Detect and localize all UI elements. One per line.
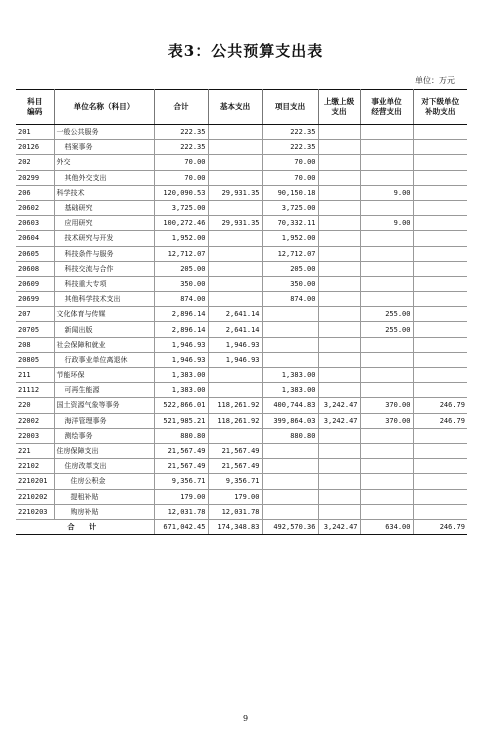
cell-basic [208, 368, 262, 383]
cell-business [360, 170, 413, 185]
cell-business [360, 276, 413, 291]
cell-business: 255.00 [360, 322, 413, 337]
cell-subsidy [413, 307, 467, 322]
table-row [16, 276, 467, 291]
cell-subsidy [413, 337, 467, 352]
total-basic: 174,348.83 [208, 519, 262, 534]
cell-name: 住房保障支出 [54, 443, 154, 458]
unit-label: 单位：万元 [415, 76, 455, 85]
cell-name: 技术研究与开发 [54, 231, 154, 246]
cell-project [262, 474, 318, 489]
cell-subsidy: 246.79 [413, 398, 467, 413]
cell-project: 1,383.00 [262, 383, 318, 398]
cell-business [360, 368, 413, 383]
cell-name: 科技交流与合作 [54, 261, 154, 276]
cell-business: 9.00 [360, 185, 413, 200]
cell-project [262, 504, 318, 519]
cell-basic [208, 200, 262, 215]
cell-total: 70.00 [154, 155, 208, 170]
header-subsidy: 对下级单位 补助支出 [413, 90, 467, 125]
cell-total: 874.00 [154, 292, 208, 307]
cell-basic: 118,261.92 [208, 413, 262, 428]
table-row [16, 398, 467, 413]
table-row [16, 292, 467, 307]
cell-basic [208, 428, 262, 443]
cell-code: 20608 [16, 261, 54, 276]
table-row [16, 337, 467, 352]
cell-subsidy [413, 231, 467, 246]
table-row [16, 246, 467, 261]
cell-code: 20699 [16, 292, 54, 307]
table-row [16, 231, 467, 246]
cell-subsidy [413, 216, 467, 231]
cell-upper [318, 200, 360, 215]
cell-total: 120,090.53 [154, 185, 208, 200]
cell-code: 20299 [16, 170, 54, 185]
cell-project: 70.00 [262, 155, 318, 170]
cell-upper [318, 489, 360, 504]
cell-code: 22002 [16, 413, 54, 428]
cell-business [360, 231, 413, 246]
cell-business [360, 155, 413, 170]
cell-subsidy [413, 383, 467, 398]
cell-project: 1,383.00 [262, 368, 318, 383]
cell-basic: 29,931.35 [208, 216, 262, 231]
table-row [16, 140, 467, 155]
cell-code: 2210201 [16, 474, 54, 489]
page-title: 表3：公共预算支出表 [167, 42, 324, 60]
total-subsidy: 246.79 [413, 519, 467, 534]
cell-project [262, 459, 318, 474]
cell-total: 21,567.49 [154, 459, 208, 474]
cell-upper: 3,242.47 [318, 398, 360, 413]
total-business: 634.00 [360, 519, 413, 534]
cell-total: 2,896.14 [154, 307, 208, 322]
cell-upper [318, 261, 360, 276]
cell-code: 206 [16, 185, 54, 200]
header-upper: 上缴上级 支出 [318, 90, 360, 125]
cell-basic: 9,356.71 [208, 474, 262, 489]
cell-basic [208, 246, 262, 261]
cell-subsidy [413, 125, 467, 140]
cell-name: 档案事务 [54, 140, 154, 155]
cell-business [360, 125, 413, 140]
cell-subsidy [413, 261, 467, 276]
cell-code: 202 [16, 155, 54, 170]
cell-project: 874.00 [262, 292, 318, 307]
table-row [16, 413, 467, 428]
cell-project [262, 489, 318, 504]
cell-total: 1,946.93 [154, 352, 208, 367]
table-row [16, 368, 467, 383]
cell-total: 1,946.93 [154, 337, 208, 352]
cell-project: 70.00 [262, 170, 318, 185]
cell-project: 1,952.00 [262, 231, 318, 246]
cell-project: 90,150.18 [262, 185, 318, 200]
cell-basic [208, 276, 262, 291]
table-row [16, 352, 467, 367]
cell-project: 399,864.03 [262, 413, 318, 428]
cell-name: 文化体育与传媒 [54, 307, 154, 322]
cell-upper [318, 337, 360, 352]
cell-code: 20609 [16, 276, 54, 291]
table-row [16, 459, 467, 474]
cell-upper [318, 292, 360, 307]
table-row [16, 125, 467, 140]
cell-subsidy [413, 474, 467, 489]
cell-project: 222.35 [262, 140, 318, 155]
cell-upper [318, 216, 360, 231]
cell-total: 1,383.00 [154, 383, 208, 398]
cell-total: 9,356.71 [154, 474, 208, 489]
cell-name: 基础研究 [54, 200, 154, 215]
cell-upper [318, 155, 360, 170]
cell-name: 应用研究 [54, 216, 154, 231]
table-row [16, 322, 467, 337]
total-label: 合 计 [16, 519, 154, 534]
cell-code: 20602 [16, 200, 54, 215]
cell-total: 350.00 [154, 276, 208, 291]
cell-basic: 2,641.14 [208, 307, 262, 322]
cell-total: 21,567.49 [154, 443, 208, 458]
cell-subsidy [413, 170, 467, 185]
cell-total: 1,952.00 [154, 231, 208, 246]
cell-subsidy [413, 246, 467, 261]
total-total: 671,042.45 [154, 519, 208, 534]
cell-business [360, 459, 413, 474]
cell-name: 住房改革支出 [54, 459, 154, 474]
cell-upper [318, 170, 360, 185]
cell-basic [208, 170, 262, 185]
cell-upper [318, 125, 360, 140]
cell-total: 222.35 [154, 125, 208, 140]
table-row [16, 504, 467, 519]
table-row [16, 428, 467, 443]
cell-basic: 1,946.93 [208, 337, 262, 352]
cell-name: 科技条件与服务 [54, 246, 154, 261]
cell-upper [318, 231, 360, 246]
cell-upper [318, 276, 360, 291]
table-row [16, 185, 467, 200]
table-row [16, 200, 467, 215]
cell-total: 205.00 [154, 261, 208, 276]
table-row [16, 489, 467, 504]
cell-project: 350.00 [262, 276, 318, 291]
cell-business [360, 443, 413, 458]
cell-project: 222.35 [262, 125, 318, 140]
cell-project: 70,332.11 [262, 216, 318, 231]
cell-name: 住房公积金 [54, 474, 154, 489]
cell-upper [318, 322, 360, 337]
cell-name: 提租补贴 [54, 489, 154, 504]
table-row [16, 307, 467, 322]
cell-upper [318, 474, 360, 489]
cell-total: 179.00 [154, 489, 208, 504]
cell-business [360, 140, 413, 155]
cell-total: 522,866.01 [154, 398, 208, 413]
cell-basic: 29,931.35 [208, 185, 262, 200]
table-row [16, 216, 467, 231]
cell-total: 222.35 [154, 140, 208, 155]
cell-name: 社会保障和就业 [54, 337, 154, 352]
cell-subsidy [413, 140, 467, 155]
cell-basic [208, 231, 262, 246]
cell-business [360, 474, 413, 489]
header-name: 单位名称（科目） [54, 90, 154, 125]
cell-upper [318, 383, 360, 398]
cell-code: 201 [16, 125, 54, 140]
cell-subsidy: 246.79 [413, 413, 467, 428]
cell-name: 其他外交支出 [54, 170, 154, 185]
cell-code: 20805 [16, 352, 54, 367]
cell-basic [208, 292, 262, 307]
cell-name: 行政事业单位离退休 [54, 352, 154, 367]
cell-upper [318, 443, 360, 458]
cell-basic: 118,261.92 [208, 398, 262, 413]
cell-upper [318, 352, 360, 367]
cell-code: 208 [16, 337, 54, 352]
cell-subsidy [413, 185, 467, 200]
cell-upper [318, 459, 360, 474]
cell-total: 880.80 [154, 428, 208, 443]
cell-name: 购房补贴 [54, 504, 154, 519]
cell-total: 1,383.00 [154, 368, 208, 383]
cell-name: 外交 [54, 155, 154, 170]
cell-upper [318, 246, 360, 261]
cell-name: 节能环保 [54, 368, 154, 383]
cell-basic: 21,567.49 [208, 459, 262, 474]
cell-subsidy [413, 200, 467, 215]
cell-business [360, 337, 413, 352]
page-number: 9 [242, 714, 249, 723]
cell-code: 20705 [16, 322, 54, 337]
cell-upper [318, 307, 360, 322]
cell-total: 3,725.00 [154, 200, 208, 215]
cell-project [262, 307, 318, 322]
cell-basic: 12,031.78 [208, 504, 262, 519]
cell-code: 2210203 [16, 504, 54, 519]
cell-business [360, 200, 413, 215]
cell-name: 测绘事务 [54, 428, 154, 443]
total-upper: 3,242.47 [318, 519, 360, 534]
cell-basic: 1,946.93 [208, 352, 262, 367]
cell-basic: 21,567.49 [208, 443, 262, 458]
cell-total: 100,272.46 [154, 216, 208, 231]
cell-business [360, 352, 413, 367]
cell-subsidy [413, 504, 467, 519]
cell-project [262, 352, 318, 367]
cell-upper [318, 140, 360, 155]
cell-business [360, 246, 413, 261]
cell-business: 370.00 [360, 413, 413, 428]
table-row [16, 443, 467, 458]
cell-basic [208, 140, 262, 155]
cell-code: 2210202 [16, 489, 54, 504]
cell-subsidy [413, 368, 467, 383]
cell-name: 科学技术 [54, 185, 154, 200]
cell-business [360, 504, 413, 519]
cell-code: 20126 [16, 140, 54, 155]
cell-name: 国土资源气象等事务 [54, 398, 154, 413]
cell-name: 海洋管理事务 [54, 413, 154, 428]
cell-subsidy [413, 443, 467, 458]
cell-subsidy [413, 322, 467, 337]
cell-total: 70.00 [154, 170, 208, 185]
cell-code: 207 [16, 307, 54, 322]
cell-name: 科技重大专项 [54, 276, 154, 291]
cell-code: 22003 [16, 428, 54, 443]
cell-subsidy [413, 489, 467, 504]
cell-basic: 179.00 [208, 489, 262, 504]
cell-upper [318, 428, 360, 443]
cell-subsidy [413, 352, 467, 367]
cell-total: 12,031.78 [154, 504, 208, 519]
header-project: 项目支出 [262, 90, 318, 125]
header-basic: 基本支出 [208, 90, 262, 125]
cell-subsidy [413, 276, 467, 291]
cell-code: 221 [16, 443, 54, 458]
cell-upper: 3,242.47 [318, 413, 360, 428]
cell-code: 20604 [16, 231, 54, 246]
cell-basic: 2,641.14 [208, 322, 262, 337]
cell-code: 211 [16, 368, 54, 383]
total-row [16, 519, 467, 534]
table-header-row [16, 90, 467, 125]
cell-project [262, 337, 318, 352]
cell-upper [318, 185, 360, 200]
table-body [16, 125, 467, 535]
cell-code: 22102 [16, 459, 54, 474]
cell-basic [208, 155, 262, 170]
cell-basic [208, 383, 262, 398]
cell-business [360, 261, 413, 276]
header-code: 科目 编码 [16, 90, 54, 125]
total-project: 492,570.36 [262, 519, 318, 534]
cell-subsidy [413, 428, 467, 443]
cell-project [262, 443, 318, 458]
cell-subsidy [413, 155, 467, 170]
cell-business [360, 428, 413, 443]
cell-project [262, 322, 318, 337]
cell-business: 9.00 [360, 216, 413, 231]
cell-project: 3,725.00 [262, 200, 318, 215]
cell-name: 其他科学技术支出 [54, 292, 154, 307]
cell-basic [208, 261, 262, 276]
cell-name: 一般公共服务 [54, 125, 154, 140]
cell-project: 12,712.07 [262, 246, 318, 261]
cell-project: 880.80 [262, 428, 318, 443]
cell-name: 新闻出版 [54, 322, 154, 337]
cell-code: 20605 [16, 246, 54, 261]
cell-code: 220 [16, 398, 54, 413]
cell-basic [208, 125, 262, 140]
header-business: 事业单位 经营支出 [360, 90, 413, 125]
cell-total: 2,896.14 [154, 322, 208, 337]
cell-business: 370.00 [360, 398, 413, 413]
cell-total: 521,985.21 [154, 413, 208, 428]
cell-total: 12,712.07 [154, 246, 208, 261]
header-total: 合计 [154, 90, 208, 125]
cell-business [360, 489, 413, 504]
cell-name: 可再生能源 [54, 383, 154, 398]
cell-business [360, 292, 413, 307]
cell-code: 21112 [16, 383, 54, 398]
cell-project: 205.00 [262, 261, 318, 276]
cell-business [360, 383, 413, 398]
table-row [16, 261, 467, 276]
cell-business: 255.00 [360, 307, 413, 322]
cell-code: 20603 [16, 216, 54, 231]
cell-project: 400,744.83 [262, 398, 318, 413]
cell-subsidy [413, 292, 467, 307]
budget-table [16, 89, 467, 535]
table-row [16, 383, 467, 398]
cell-upper [318, 504, 360, 519]
cell-upper [318, 368, 360, 383]
table-row [16, 474, 467, 489]
table-row [16, 170, 467, 185]
table-row [16, 155, 467, 170]
cell-subsidy [413, 459, 467, 474]
